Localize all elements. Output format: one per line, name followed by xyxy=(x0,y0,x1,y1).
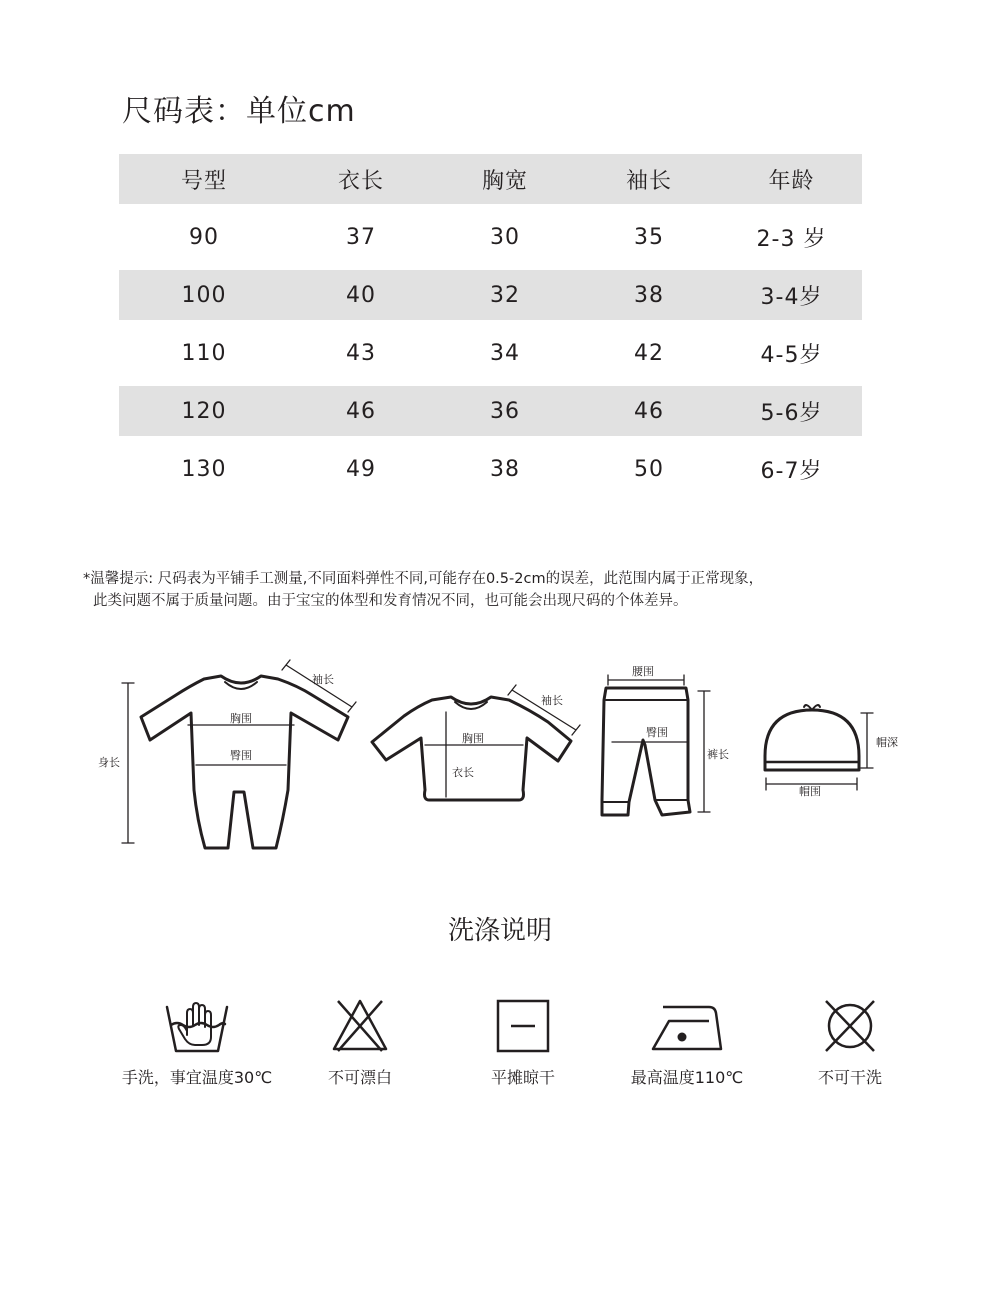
romper-body-length-label: 身长 xyxy=(98,756,120,769)
cell-size: 120 xyxy=(181,398,227,424)
size-chart-title: 尺码表：单位cm xyxy=(122,94,356,129)
cell-chest: 30 xyxy=(490,224,520,250)
cell-size: 110 xyxy=(181,340,227,366)
cell-chest: 38 xyxy=(490,456,520,482)
hat-circumference-label: 帽围 xyxy=(799,785,821,798)
header-length: 衣长 xyxy=(337,168,384,194)
cell-age: 2-3 岁 xyxy=(756,226,827,252)
cell-age: 3-4岁 xyxy=(760,284,823,310)
no-dry-clean-icon xyxy=(810,995,890,1057)
note-line-1: *温馨提示: 尺码表为平铺手工测量,不同面料弹性不同,可能存在0.5-2cm的误差，此范围内属于正常现象， xyxy=(83,571,764,587)
romper-hip-label: 臀围 xyxy=(230,749,252,762)
care-label-hand-wash: 手洗，事宜温度30℃ xyxy=(121,1068,273,1087)
cell-length: 49 xyxy=(346,456,376,482)
cell-age: 4-5岁 xyxy=(760,342,823,368)
header-sleeve: 袖长 xyxy=(625,168,672,194)
pants-length-label: 裤长 xyxy=(707,748,729,761)
cell-length: 40 xyxy=(346,282,376,308)
note-line-2: 此类问题不属于质量问题。由于宝宝的体型和发育情况不同，也可能会出现尺码的个体差异。 xyxy=(93,593,688,609)
washing-title: 洗涤说明 xyxy=(447,916,552,946)
care-item-no-bleach xyxy=(270,995,450,1088)
pants-waist-label: 腰围 xyxy=(632,665,654,678)
cell-sleeve: 46 xyxy=(634,398,664,424)
cell-age: 5-6岁 xyxy=(760,400,823,426)
cell-size: 130 xyxy=(181,456,227,482)
care-label-dry-flat: 平摊晾干 xyxy=(490,1068,555,1087)
cell-chest: 32 xyxy=(490,282,520,308)
header-chest: 胸宽 xyxy=(481,168,528,194)
cell-chest: 36 xyxy=(490,398,520,424)
care-label-no-dry-clean: 不可干洗 xyxy=(817,1068,882,1087)
pants-hip-label: 臀围 xyxy=(646,726,668,739)
cell-sleeve: 42 xyxy=(634,340,664,366)
care-item-no-dry-clean xyxy=(760,995,940,1088)
cell-sleeve: 50 xyxy=(634,456,664,482)
top-chest-label: 胸围 xyxy=(462,732,484,745)
cell-sleeve: 38 xyxy=(634,282,664,308)
iron-medium-icon xyxy=(647,995,727,1057)
cell-length: 46 xyxy=(346,398,376,424)
hand-wash-icon xyxy=(157,995,237,1057)
header-size: 号型 xyxy=(180,168,227,194)
top-length-label: 衣长 xyxy=(452,766,474,779)
cell-chest: 34 xyxy=(490,340,520,366)
dry-flat-icon xyxy=(483,995,563,1057)
hat-outline-icon xyxy=(765,705,873,790)
hat-depth-label: 帽深 xyxy=(876,736,898,749)
care-label-no-bleach: 不可漂白 xyxy=(327,1068,392,1087)
pants-outline-icon xyxy=(602,675,710,815)
cell-length: 37 xyxy=(346,224,376,250)
no-bleach-icon xyxy=(320,995,400,1057)
romper-chest-label: 胸围 xyxy=(230,712,252,725)
top-sleeve-label: 袖长 xyxy=(541,694,563,707)
cell-size: 90 xyxy=(189,224,219,250)
cell-size: 100 xyxy=(181,282,227,308)
cell-age: 6-7岁 xyxy=(760,458,823,484)
care-label-iron: 最高温度110℃ xyxy=(630,1068,744,1087)
care-item-iron xyxy=(597,995,777,1088)
care-item-dry-flat xyxy=(433,995,613,1088)
romper-sleeve-label: 袖长 xyxy=(312,673,334,686)
cell-length: 43 xyxy=(346,340,376,366)
cell-sleeve: 35 xyxy=(634,224,664,250)
care-item-hand-wash xyxy=(107,995,287,1088)
header-age: 年龄 xyxy=(768,168,815,194)
